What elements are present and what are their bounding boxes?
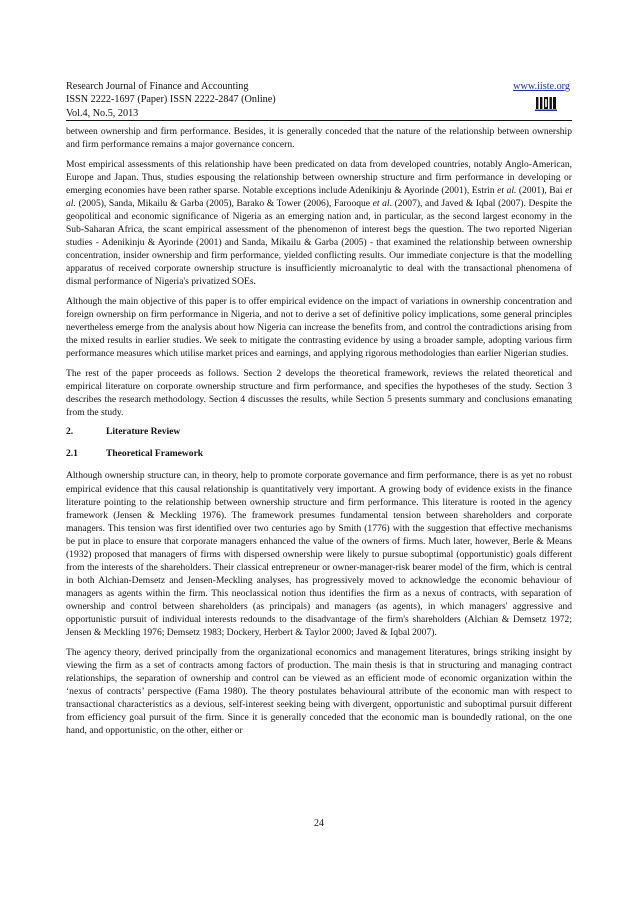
iiste-logo-icon bbox=[535, 95, 557, 112]
paragraph-6: The agency theory, derived principally from the organizational economics and management literatures, brings striking insight by viewing the firm as a set of contracts among factors of production. The main thesis is that in structuring and managing contract relationships, the separation of ownership and control can be viewed as an efficient mode of economic organization within the ‘nexus of contracts’ perspective (Fama 1980). The theory postulates behavioural attribute of the economic man with respect to transactional characteristics as a devious, self-interest seeking being with divergent, opportunistic and suboptimal pursuit different from efficiency goal pursuit of the firm. Since it is generally conceded that the economic man is boundedly rational, on the one hand, and opportunistic, on the other, either or bbox=[66, 646, 572, 736]
journal-title: Research Journal of Finance and Accounting bbox=[66, 81, 249, 92]
issn-line: ISSN 2222-1697 (Paper) ISSN 2222-2847 (Online) bbox=[66, 94, 276, 106]
volume-line: Vol.4, No.5, 2013 bbox=[66, 107, 139, 119]
main-text bbox=[66, 125, 572, 744]
paragraph-5: Although ownership structure can, in theory, help to promote corporate governance and firm performance, there is as yet no robust empirical evidence that this causal relationship is quantitatively very important. A growing body of evidence exists in the finance literature pointing to the relationship between ownership structure and firm performance. This literature is rooted in the agency framework (Jensen & Meckling 1976). The framework presumes fundamental tension between shareholders and corporate managers. This tension was first identified over two centuries ago by Smith (1776) with the suggestion that effective mechanisms be put in place to ensure that corporate managers enhanced the value of the owners of firms. Much later, however, Berle & Means (1932) proposed that managers of firms with dispersed ownership were likely to pursue suboptimal (opportunistic) goals different from the interests of the shareholders. Their classical entrepreneur or owner-manager-risk bearer model of the firm, which is central in both Alchian-Demsetz and Jensen-Meckling analyses, has progressively moved to acknowledge the economic behaviour of managers as agents within the firm. This neoclassical notion thus identifies the firm as a nexus of contracts, with separation of ownership and control between shareholders (as principals) and managers (as agents), in which managers' aggressive and opportunistic pursuit of individual interests redounds to the disadvantage of the firm's shareholders (Alchian & Demsetz 1972; Jensen & Meckling 1976; Demsetz 1983; Dockery, Herbert & Taylor 2000; Javed & Iqbal 2007). bbox=[66, 470, 572, 639]
paragraph-2: Most empirical assessments of this relationship have been predicated on data from developed countries, notably Anglo-American, Europe and Japan. Thus, studies espousing the relationship between ownership structure and firm performance in developing or emerging economies have been rather sparse. Notable exceptions include Adenikinju & Ayorinde (2001), Estrin et al. (2001), Bai et al. (2005), Sanda, Mikailu & Garba (2005), Barako & Tower (2006), Farooque et al. (2007), and Javed & Iqbal (2007). Despite the geopolitical and economic significance of Nigeria as an emerging nation and, in particular, as the second largest economy in the Sub-Saharan Africa, the scant empirical assessment of the phenomenon of interest begs the question. The two reported Nigerian studies - Adenikinju & Ayorinde (2001) and Sanda, Mikailu & Garba (2005) - that examined the relationship between ownership concentration, insider ownership and firm performance, yielded conflicting results. Our immediate conjecture is that the modelling apparatus of received corporate ownership structure is insufficiently microanalytic to deal with the transactional phenomena of dismal performance of Nigeria's privatized SOEs. bbox=[66, 158, 573, 288]
section-heading-literature-review: 2. Literature Review bbox=[66, 426, 181, 438]
running-header bbox=[66, 80, 576, 120]
paragraph-1: between ownership and firm performance. Besides, it is generally conceded that the nature of the relationship between ownership and firm performance remains a major governance concern. bbox=[66, 126, 572, 151]
page-number: 24 bbox=[314, 818, 324, 829]
journal-url-link[interactable]: www.iiste.org bbox=[513, 81, 570, 92]
paragraph-3: Although the main objective of this paper is to offer empirical evidence on the impact of variations in ownership concentration and foreign ownership on firm performance in Nigeria, and not to derive a set of definitive policy implications, some general principles nevertheless emerge from the analysis about how Nigeria can increase the benefits from, and control the contradictions arising from the mixed results in earlier studies. We seek to mitigate the contrasting evidence by using a broader sample, adopting various firm performance measures which utilise market prices and earnings, and applying rigorous methodologies than earlier Nigerian studies. bbox=[66, 295, 572, 359]
paragraph-4: The rest of the paper proceeds as follows. Section 2 develops the theoretical framework, reviews the related theoretical and empirical literature on corporate ownership structure and firm performance, and specifies the hypotheses of the study. Section 3 describes the research methodology. Section 4 discusses the results, while Section 5 presents summary and conclusions emanating from the study. bbox=[66, 367, 572, 418]
header-divider bbox=[66, 120, 572, 121]
subsection-heading-theoretical-framework: 2.1 Theoretical Framework bbox=[66, 448, 204, 460]
